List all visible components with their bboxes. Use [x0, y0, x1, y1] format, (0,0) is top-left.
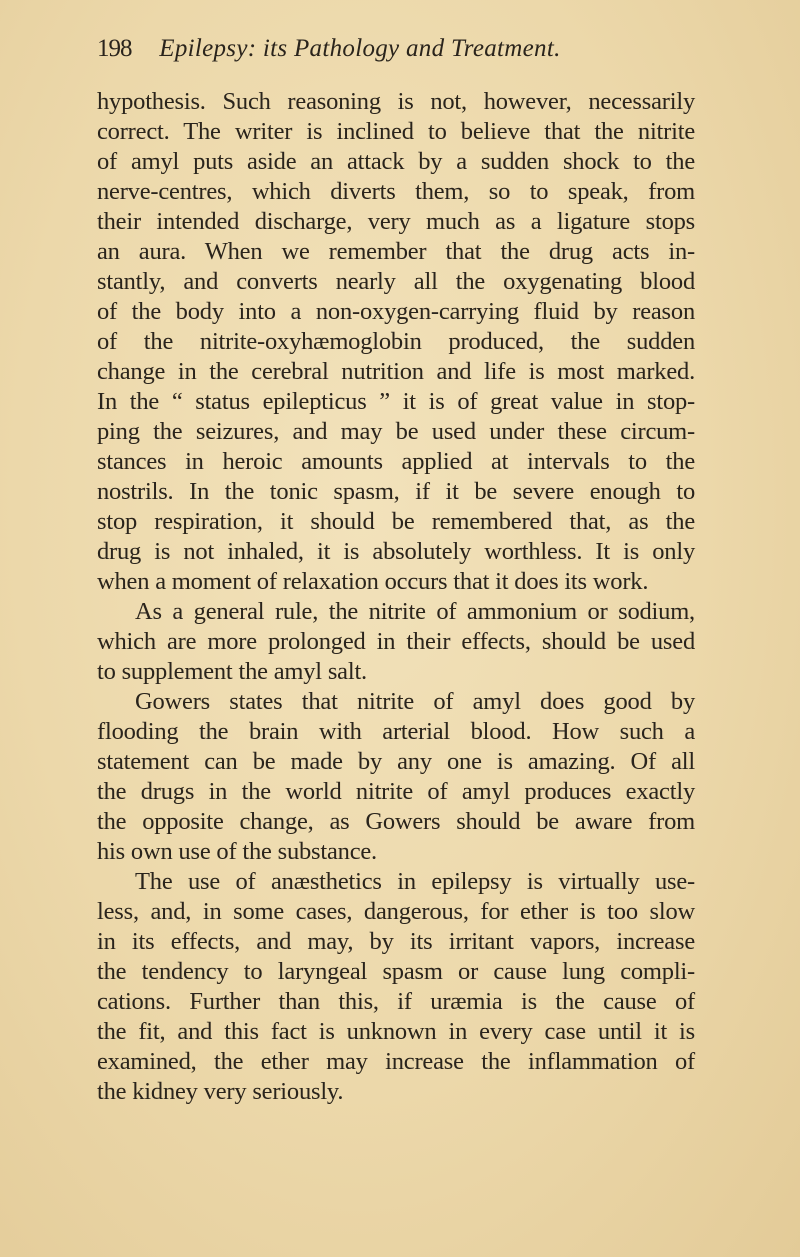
body-text	[97, 87, 695, 1107]
text-line: cations. Further than this, if uræmia is the cause of	[97, 988, 695, 1015]
text-line: stances in heroic amounts applied at intervals to the	[97, 448, 695, 475]
text-line: the kidney very seriously.	[97, 1078, 344, 1105]
text-line: hypothesis. Such reasoning is not, however, necessarily	[97, 88, 695, 115]
text-line: in its effects, and may, by its irritant vapors, increase	[97, 928, 695, 955]
text-line: an aura. When we remember that the drug acts in-	[97, 238, 695, 265]
text-line: stop respiration, it should be remembered that, as the	[97, 508, 695, 535]
text-line: The use of anæsthetics in epilepsy is virtually use-	[135, 868, 695, 895]
text-line: examined, the ether may increase the inflammation of	[97, 1048, 695, 1075]
text-line: drug is not inhaled, it is absolutely worthless. It is only	[97, 538, 695, 565]
text-line: when a moment of relaxation occurs that it does its work.	[97, 568, 649, 595]
text-line: less, and, in some cases, dangerous, for ether is too slow	[97, 898, 695, 925]
text-line: nostrils. In the tonic spasm, if it be severe enough to	[97, 478, 695, 505]
text-line: Gowers states that nitrite of amyl does good by	[135, 688, 695, 715]
text-line: of the body into a non-oxygen-carrying fluid by reason	[97, 298, 695, 325]
paragraph-ammonium-sodium	[97, 597, 695, 687]
text-line: change in the cerebral nutrition and life is most marked.	[97, 358, 695, 385]
text-line: to supplement the amyl salt.	[97, 658, 367, 685]
paragraph-anaesthetics	[97, 867, 695, 1107]
text-line: their intended discharge, very much as a ligature stops	[97, 208, 695, 235]
text-line: ping the seizures, and may be used under these circum-	[97, 418, 695, 445]
text-line: flooding the brain with arterial blood. How such a	[97, 718, 695, 745]
text-line: As a general rule, the nitrite of ammonium or sodium,	[135, 598, 695, 625]
text-line: stantly, and converts nearly all the oxygenating blood	[97, 268, 695, 295]
text-line: his own use of the substance.	[97, 838, 377, 865]
text-line: correct. The writer is inclined to believe that the nitrite	[97, 118, 695, 145]
text-line: the tendency to laryngeal spasm or cause lung compli-	[97, 958, 695, 985]
text-line: of the nitrite-oxyhæmoglobin produced, the sudden	[97, 328, 695, 355]
text-line: statement can be made by any one is amazing. Of all	[97, 748, 695, 775]
text-line: nerve-centres, which diverts them, so to speak, from	[97, 178, 695, 205]
text-line: of amyl puts aside an attack by a sudden shock to the	[97, 148, 695, 175]
text-line: which are more prolonged in their effects, should be used	[97, 628, 695, 655]
running-title: Epilepsy: its Pathology and Treatment.	[159, 35, 561, 62]
paragraph-gowers	[97, 687, 695, 867]
text-line: the drugs in the world nitrite of amyl produces exactly	[97, 778, 695, 805]
text-line: the fit, and this fact is unknown in every case until it is	[97, 1018, 695, 1045]
running-head	[97, 34, 695, 64]
text-line: the opposite change, as Gowers should be aware from	[97, 808, 695, 835]
paragraph-nitrite-of-amyl	[97, 87, 695, 597]
page-number: 198	[97, 35, 132, 62]
text-line: In the “ status epilepticus ” it is of great value in stop-	[97, 388, 695, 415]
